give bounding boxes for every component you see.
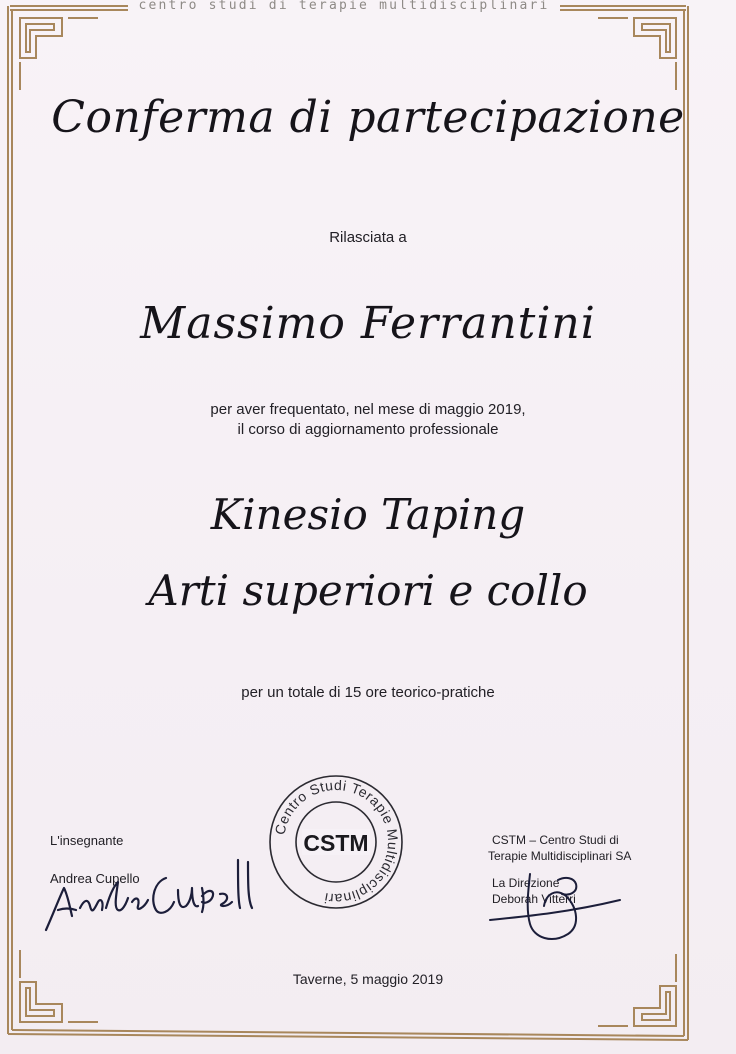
seal-ring-text: Centro Studi Terapie Multidisciplinari <box>271 776 402 908</box>
director-name: Deborah Vitterri <box>492 892 576 906</box>
description-line-2: il corso di aggiornamento professionale <box>237 421 499 438</box>
issued-to-label: Rilasciata a <box>329 229 407 246</box>
header-organization-name: centro studi di terapie multidisciplinari <box>138 0 550 13</box>
hours-statement: per un totale di 15 ore teorico-pratiche <box>241 684 495 701</box>
organization-seal <box>266 772 406 912</box>
director-signature <box>470 862 630 948</box>
organization-name-line-2: Terapie Multidisciplinari SA <box>488 849 632 863</box>
course-title-line-2: Arti superiori e collo <box>148 566 588 615</box>
recipient-name: Massimo Ferrantini <box>140 298 596 349</box>
teacher-signature <box>40 852 260 936</box>
direction-label: La Direzione <box>492 876 560 890</box>
place-and-date: Taverne, 5 maggio 2019 <box>292 971 444 987</box>
teacher-name: Andrea Cupello <box>50 871 140 886</box>
organization-name-line-1: CSTM – Centro Studi di <box>492 833 619 847</box>
teacher-label: L'insegnante <box>50 833 124 848</box>
description-line-1: per aver frequentato, nel mese di maggio 2019, <box>210 401 526 418</box>
certificate-title: Conferma di partecipazione <box>51 92 685 143</box>
seal-abbreviation: CSTM <box>303 830 369 856</box>
course-title-line-1: Kinesio Taping <box>210 490 526 539</box>
